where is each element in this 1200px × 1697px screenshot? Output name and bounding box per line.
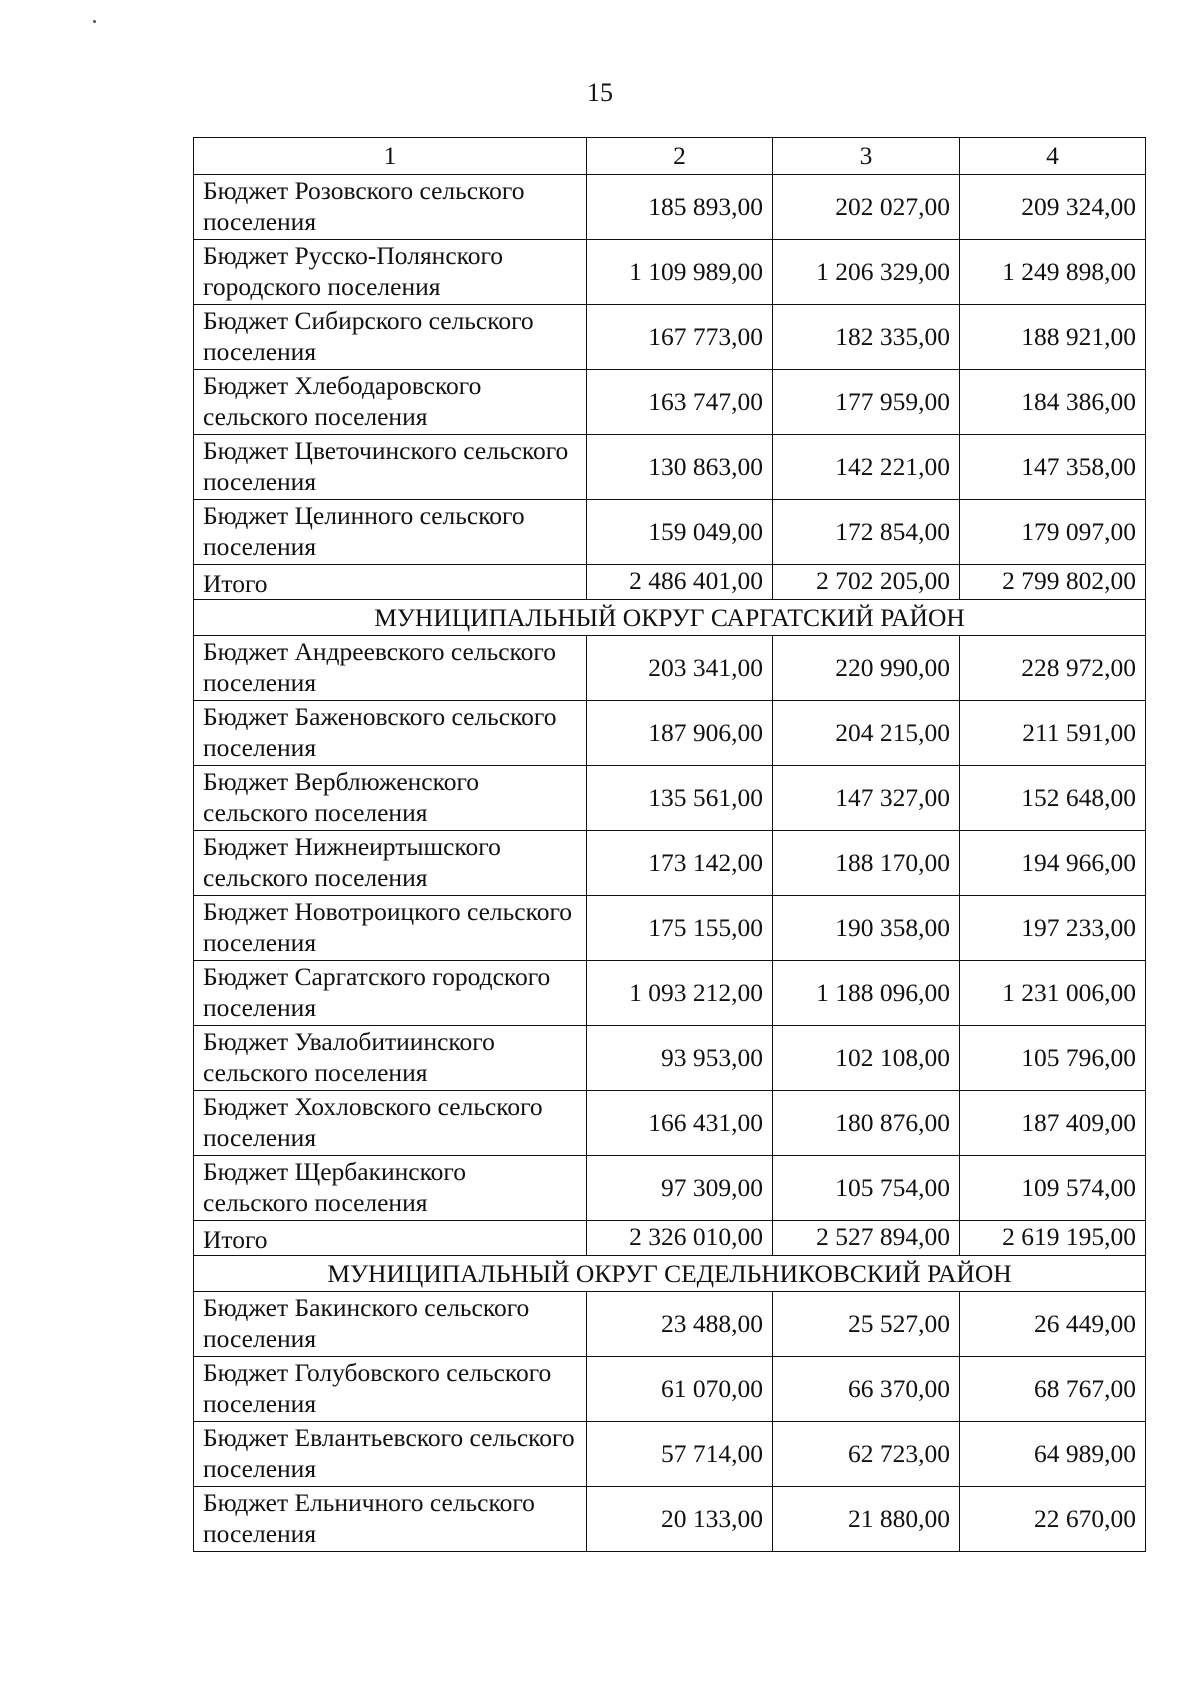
total-col-3: 2 702 205,00 <box>773 565 960 600</box>
amount-col-3: 202 027,00 <box>773 175 960 240</box>
table-row <box>194 435 1146 500</box>
amount-col-4: 147 358,00 <box>960 435 1146 500</box>
budget-name: Бюджет Розовского сельского поселения <box>194 175 587 240</box>
amount-col-4: 211 591,00 <box>960 701 1146 766</box>
amount-col-4: 1 249 898,00 <box>960 240 1146 305</box>
table-row <box>194 1156 1146 1221</box>
amount-col-3: 188 170,00 <box>773 831 960 896</box>
amount-col-4: 64 989,00 <box>960 1422 1146 1487</box>
amount-col-4: 188 921,00 <box>960 305 1146 370</box>
amount-col-4: 26 449,00 <box>960 1292 1146 1357</box>
amount-col-2: 93 953,00 <box>587 1026 773 1091</box>
district-heading-row <box>194 1256 1146 1292</box>
amount-col-4: 105 796,00 <box>960 1026 1146 1091</box>
table-row <box>194 175 1146 240</box>
budget-name: Бюджет Увалобитиинского сельского поселения <box>194 1026 587 1091</box>
table-row <box>194 766 1146 831</box>
column-number: 2 <box>587 138 773 175</box>
amount-col-3: 180 876,00 <box>773 1091 960 1156</box>
table-row <box>194 1422 1146 1487</box>
table-row <box>194 636 1146 701</box>
amount-col-4: 22 670,00 <box>960 1487 1146 1552</box>
amount-col-2: 159 049,00 <box>587 500 773 565</box>
amount-col-2: 20 133,00 <box>587 1487 773 1552</box>
amount-col-4: 184 386,00 <box>960 370 1146 435</box>
budget-name: Бюджет Баженовского сельского поселения <box>194 701 587 766</box>
amount-col-4: 152 648,00 <box>960 766 1146 831</box>
page-number: 15 <box>587 78 613 107</box>
table-row <box>194 896 1146 961</box>
table-row <box>194 831 1146 896</box>
table-row <box>194 1091 1146 1156</box>
total-label: Итого <box>194 1221 587 1256</box>
budget-table <box>193 137 1146 1552</box>
amount-col-4: 68 767,00 <box>960 1357 1146 1422</box>
amount-col-4: 179 097,00 <box>960 500 1146 565</box>
amount-col-3: 220 990,00 <box>773 636 960 701</box>
amount-col-3: 1 206 329,00 <box>773 240 960 305</box>
budget-name: Бюджет Евлантьевского сельского поселения <box>194 1422 587 1487</box>
district-heading-row <box>194 600 1146 636</box>
amount-col-4: 187 409,00 <box>960 1091 1146 1156</box>
amount-col-2: 130 863,00 <box>587 435 773 500</box>
table-row <box>194 305 1146 370</box>
amount-col-4: 209 324,00 <box>960 175 1146 240</box>
table-row <box>194 370 1146 435</box>
table-row <box>194 1026 1146 1091</box>
amount-col-3: 102 108,00 <box>773 1026 960 1091</box>
budget-name: Бюджет Саргатского городского поселения <box>194 961 587 1026</box>
amount-col-4: 109 574,00 <box>960 1156 1146 1221</box>
amount-col-3: 142 221,00 <box>773 435 960 500</box>
budget-name: Бюджет Целинного сельского поселения <box>194 500 587 565</box>
table-row <box>194 500 1146 565</box>
budget-name: Бюджет Цветочинского сельского поселения <box>194 435 587 500</box>
amount-col-2: 57 714,00 <box>587 1422 773 1487</box>
amount-col-4: 1 231 006,00 <box>960 961 1146 1026</box>
column-number-row <box>194 138 1146 175</box>
amount-col-2: 61 070,00 <box>587 1357 773 1422</box>
total-row <box>194 565 1146 600</box>
table-row <box>194 240 1146 305</box>
amount-col-2: 203 341,00 <box>587 636 773 701</box>
total-label: Итого <box>194 565 587 600</box>
amount-col-3: 66 370,00 <box>773 1357 960 1422</box>
amount-col-3: 1 188 096,00 <box>773 961 960 1026</box>
amount-col-2: 187 906,00 <box>587 701 773 766</box>
budget-name: Бюджет Щербакинского сельского поселения <box>194 1156 587 1221</box>
table-row <box>194 1292 1146 1357</box>
amount-col-3: 190 358,00 <box>773 896 960 961</box>
total-col-2: 2 486 401,00 <box>587 565 773 600</box>
amount-col-2: 166 431,00 <box>587 1091 773 1156</box>
amount-col-2: 1 093 212,00 <box>587 961 773 1026</box>
amount-col-2: 163 747,00 <box>587 370 773 435</box>
district-heading: МУНИЦИПАЛЬНЫЙ ОКРУГ СЕДЕЛЬНИКОВСКИЙ РАЙОН <box>194 1256 1146 1292</box>
amount-col-2: 23 488,00 <box>587 1292 773 1357</box>
total-col-2: 2 326 010,00 <box>587 1221 773 1256</box>
table-row <box>194 701 1146 766</box>
budget-table-body <box>194 138 1146 1552</box>
total-col-4: 2 799 802,00 <box>960 565 1146 600</box>
table-row <box>194 1357 1146 1422</box>
district-heading: МУНИЦИПАЛЬНЫЙ ОКРУГ САРГАТСКИЙ РАЙОН <box>194 600 1146 636</box>
budget-name: Бюджет Бакинского сельского поселения <box>194 1292 587 1357</box>
amount-col-4: 194 966,00 <box>960 831 1146 896</box>
budget-name: Бюджет Ельничного сельского поселения <box>194 1487 587 1552</box>
total-col-4: 2 619 195,00 <box>960 1221 1146 1256</box>
budget-name: Бюджет Хлебодаровского сельского поселения <box>194 370 587 435</box>
amount-col-3: 105 754,00 <box>773 1156 960 1221</box>
amount-col-2: 173 142,00 <box>587 831 773 896</box>
scan-speck <box>93 20 96 23</box>
amount-col-3: 182 335,00 <box>773 305 960 370</box>
budget-name: Бюджет Верблюженского сельского поселения <box>194 766 587 831</box>
amount-col-3: 177 959,00 <box>773 370 960 435</box>
amount-col-2: 97 309,00 <box>587 1156 773 1221</box>
amount-col-2: 175 155,00 <box>587 896 773 961</box>
budget-name: Бюджет Нижнеиртышского сельского поселения <box>194 831 587 896</box>
amount-col-3: 172 854,00 <box>773 500 960 565</box>
budget-name: Бюджет Русско-Полянского городского поселения <box>194 240 587 305</box>
amount-col-3: 62 723,00 <box>773 1422 960 1487</box>
column-number: 1 <box>194 138 587 175</box>
amount-col-4: 197 233,00 <box>960 896 1146 961</box>
amount-col-3: 147 327,00 <box>773 766 960 831</box>
table-row <box>194 961 1146 1026</box>
budget-name: Бюджет Хохловского сельского поселения <box>194 1091 587 1156</box>
amount-col-2: 135 561,00 <box>587 766 773 831</box>
amount-col-2: 185 893,00 <box>587 175 773 240</box>
total-col-3: 2 527 894,00 <box>773 1221 960 1256</box>
budget-name: Бюджет Голубовского сельского поселения <box>194 1357 587 1422</box>
amount-col-3: 204 215,00 <box>773 701 960 766</box>
amount-col-2: 1 109 989,00 <box>587 240 773 305</box>
column-number: 3 <box>773 138 960 175</box>
column-number: 4 <box>960 138 1146 175</box>
budget-name: Бюджет Новотроицкого сельского поселения <box>194 896 587 961</box>
table-row <box>194 1487 1146 1552</box>
amount-col-2: 167 773,00 <box>587 305 773 370</box>
total-row <box>194 1221 1146 1256</box>
budget-name: Бюджет Сибирского сельского поселения <box>194 305 587 370</box>
budget-name: Бюджет Андреевского сельского поселения <box>194 636 587 701</box>
amount-col-3: 21 880,00 <box>773 1487 960 1552</box>
amount-col-3: 25 527,00 <box>773 1292 960 1357</box>
amount-col-4: 228 972,00 <box>960 636 1146 701</box>
